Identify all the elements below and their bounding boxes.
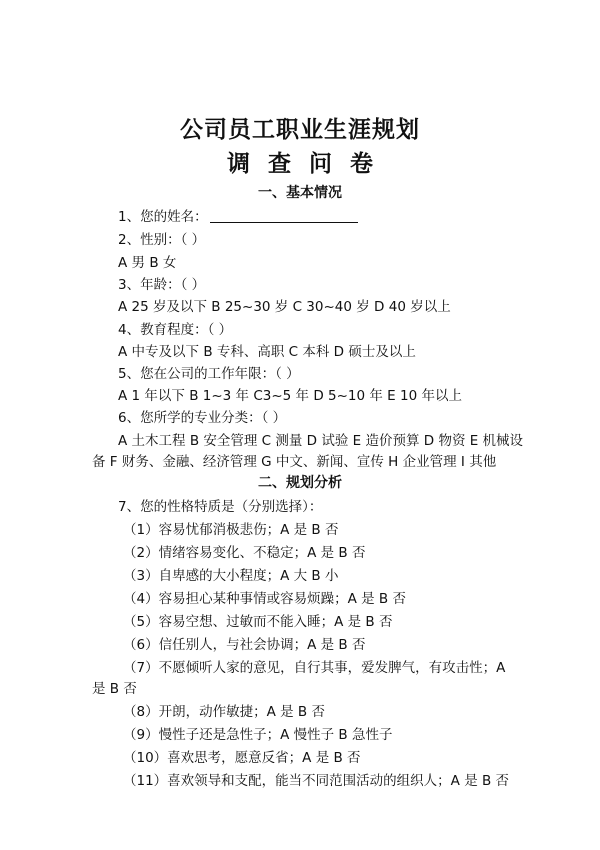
question-age: 3、年龄：（ ） xyxy=(118,277,206,293)
question-name-label: 1、您的姓名： xyxy=(118,209,208,225)
question-name xyxy=(118,205,358,225)
question-personality: 7、您的性格特质是（分别选择）： xyxy=(118,499,323,515)
personality-item: （2）情绪容易变化、不稳定；A 是 B 否 xyxy=(123,545,366,561)
document-title: 公司员工职业生涯规划 xyxy=(180,116,420,143)
personality-item-continuation: 是 B 否 xyxy=(92,681,137,697)
major-options-line2: 备 F 财务、金融、经济管理 G 中文、新闻、宣传 H 企业管理 I 其他 xyxy=(92,454,497,470)
personality-item: （5）容易空想、过敏而不能入睡；A 是 B 否 xyxy=(123,614,393,630)
age-options: A 25 岁及以下 B 25~30 岁 C 30~40 岁 D 40 岁以上 xyxy=(118,299,451,315)
personality-item: （3）自卑感的大小程度；A 大 B 小 xyxy=(123,568,339,584)
name-blank-line[interactable] xyxy=(210,209,358,223)
question-tenure: 5、您在公司的工作年限：（ ） xyxy=(118,366,300,382)
personality-item: （6）信任别人，与社会协调；A 是 B 否 xyxy=(123,637,366,653)
question-gender: 2、性别：（ ） xyxy=(118,232,206,248)
personality-item: （8）开朗，动作敏捷；A 是 B 否 xyxy=(123,704,325,720)
personality-item: （10）喜欢思考，愿意反省；A 是 B 否 xyxy=(123,750,361,766)
tenure-options: A 1 年以下 B 1~3 年 C3~5 年 D 5~10 年 E 10 年以上 xyxy=(118,388,462,404)
personality-item: （7）不愿倾听人家的意见，自行其事，爱发脾气，有攻击性；A xyxy=(123,660,506,676)
gender-options: A 男 B 女 xyxy=(118,255,177,271)
document-subtitle: 调查问卷 xyxy=(227,150,391,177)
question-major: 6、您所学的专业分类：（ ） xyxy=(118,410,287,426)
education-options: A 中专及以下 B 专科、高职 C 本科 D 硕士及以上 xyxy=(118,344,416,360)
section-heading-basic: 一、基本情况 xyxy=(258,185,342,201)
section-heading-analysis: 二、规划分析 xyxy=(258,475,342,491)
personality-item: （11）喜欢领导和支配，能当不同范围活动的组织人；A 是 B 否 xyxy=(123,773,510,789)
personality-item: （1）容易忧郁消极悲伤；A 是 B 否 xyxy=(123,522,339,538)
major-options-line1: A 土木工程 B 安全管理 C 测量 D 试验 E 造价预算 D 物资 E 机械设 xyxy=(118,433,524,449)
personality-item: （4）容易担心某种事情或容易烦躁；A 是 B 否 xyxy=(123,591,406,607)
personality-item: （9）慢性子还是急性子；A 慢性子 B 急性子 xyxy=(123,727,393,743)
question-education: 4、教育程度：（ ） xyxy=(118,322,233,338)
